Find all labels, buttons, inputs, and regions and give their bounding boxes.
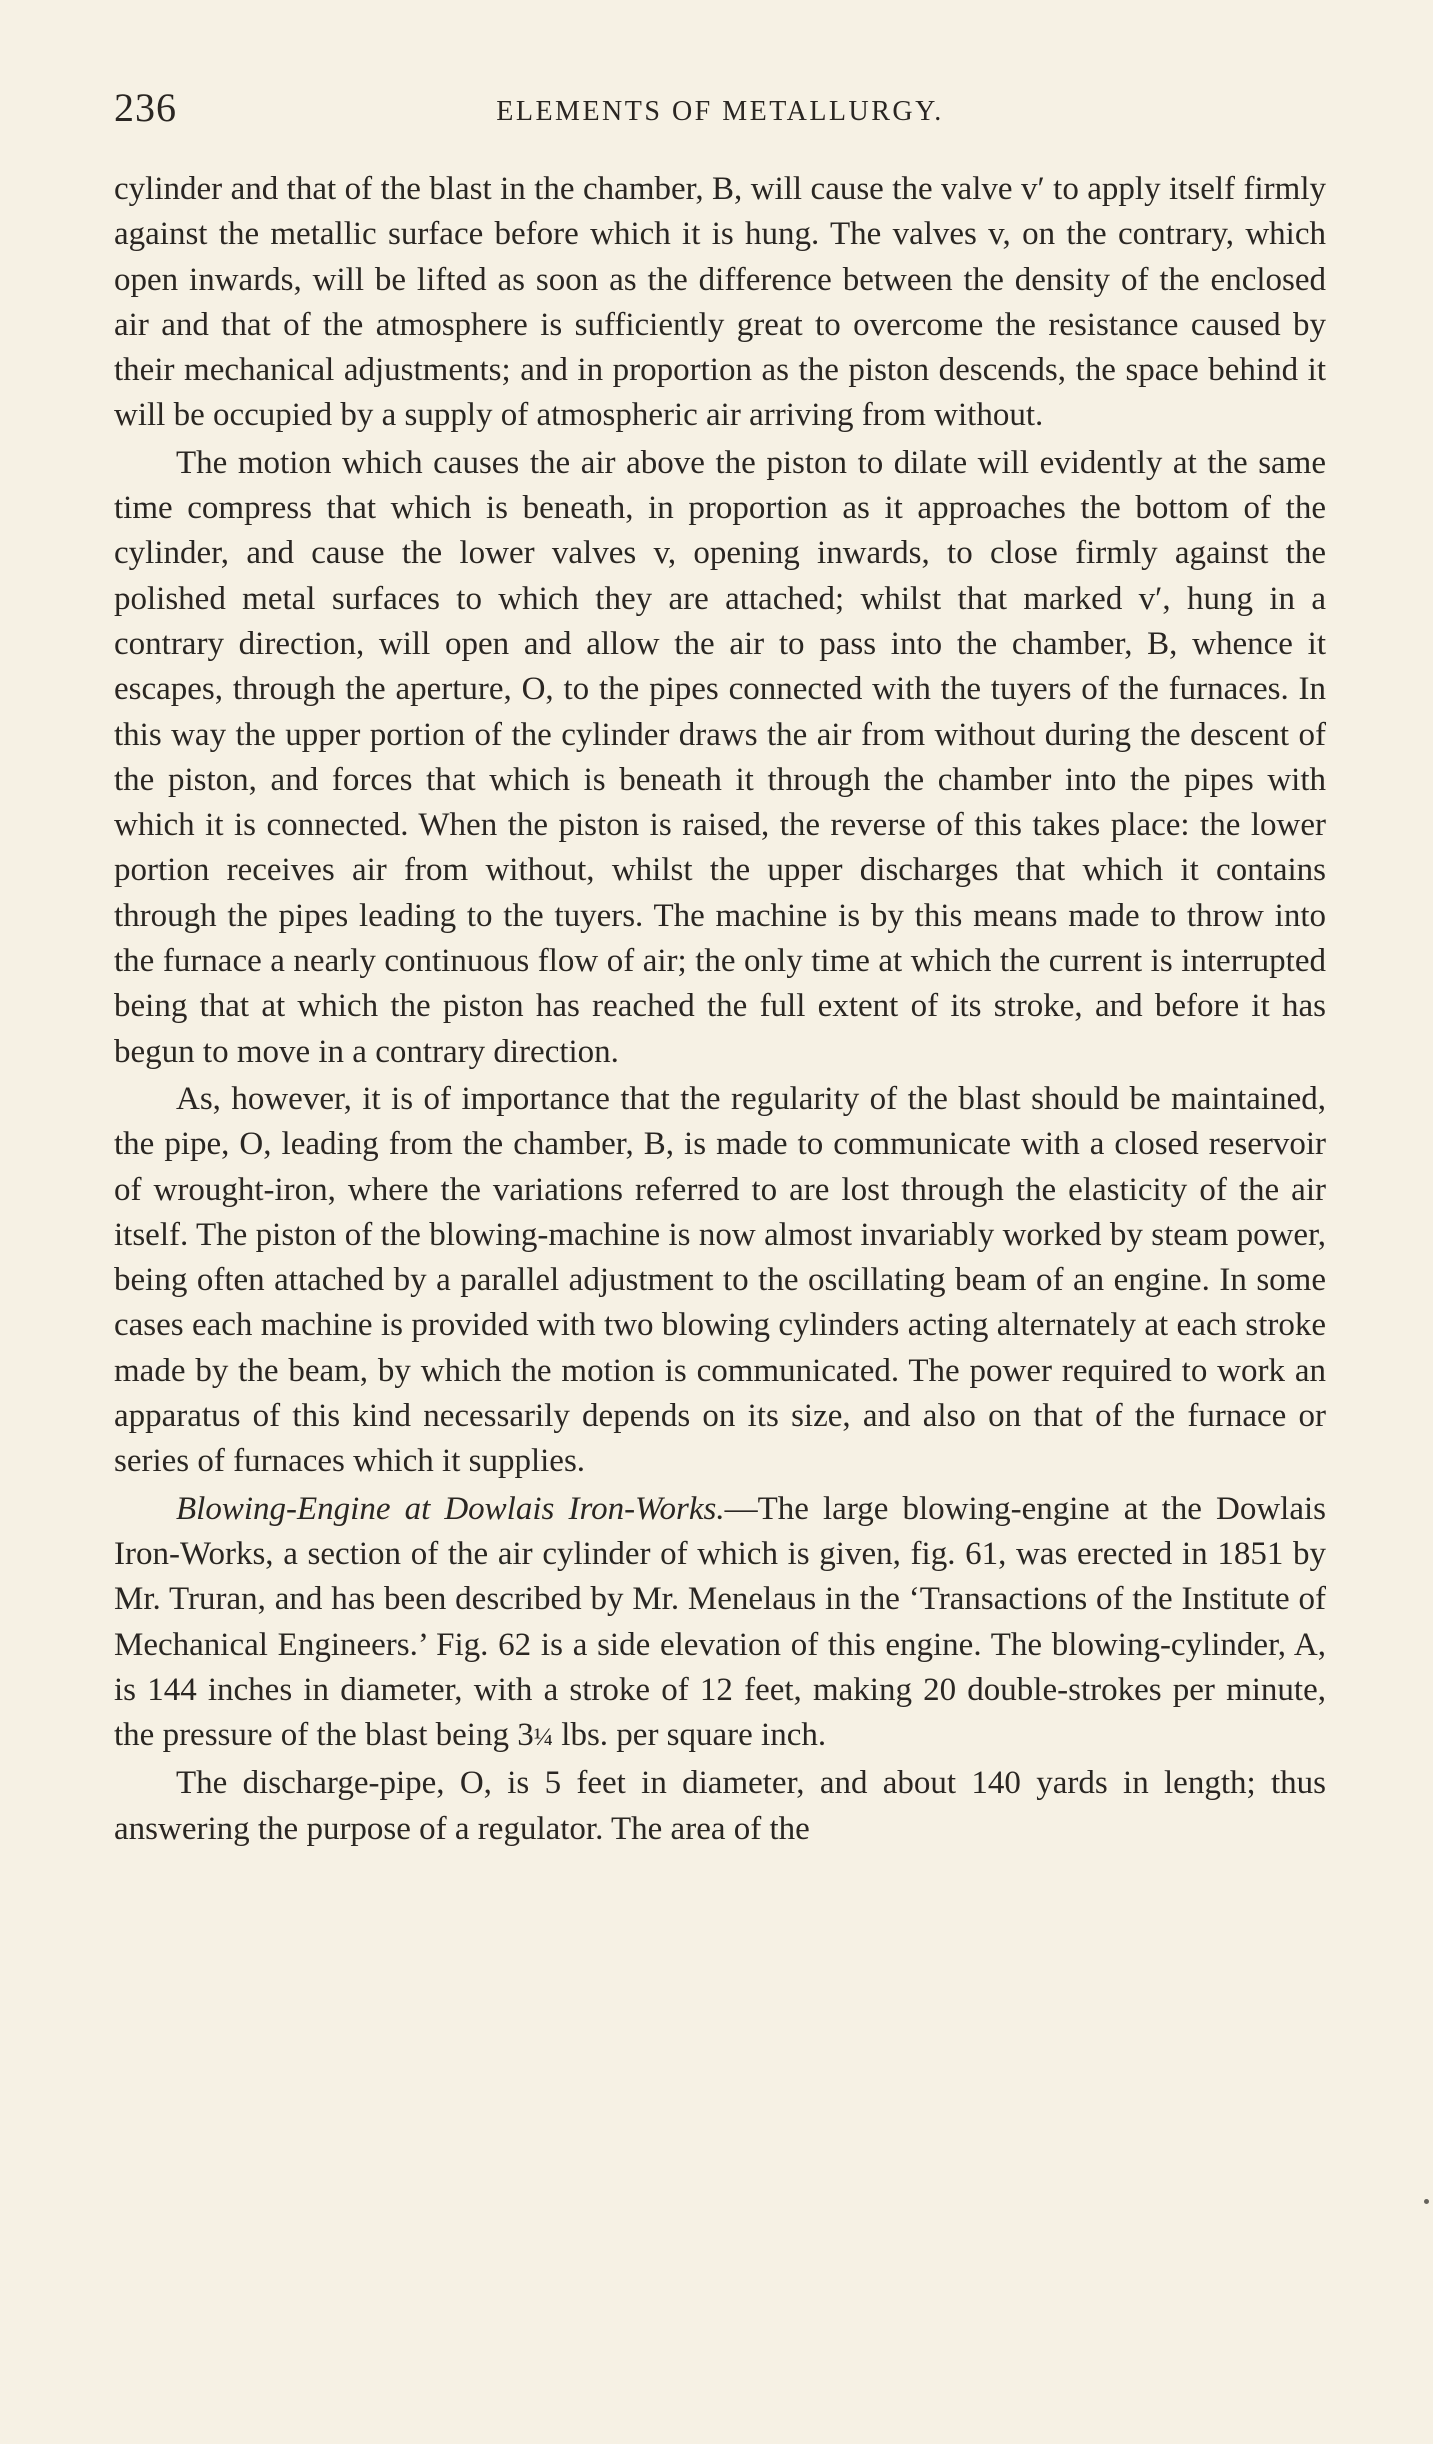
paragraph-text-after: lbs. per square inch.	[553, 1717, 827, 1754]
page-number: 236	[114, 85, 177, 130]
running-title: ELEMENTS OF METALLURGY.	[496, 96, 944, 127]
paragraph-blast-regularity: As, however, it is of importance that the regularity of the blast should be maintained, the pipe, O, leading from the chamber, B, is made to communicate with a closed reservoir of wrought-iron, where the variations referred to are lost through the elasticity of the air itself. The piston of the blowing-machine is now almost invariably worked by steam power, being often attached by a parallel adjustment to the oscillating beam of an engine. In some cases each machine is provided with two blowing cylinders acting alternately at each stroke made by the beam, by which the motion is communicated. The power required to work an apparatus of this kind necessarily depends on its size, and also on that of the furnace or series of furnaces which it supplies.	[114, 1080, 1326, 1480]
paragraph-text-before: —The large blowing-engine at the Dowlais Iron-Works, a section of the air cylinder of which is given, fig. 61, was erected in 1851 by Mr. Truran, and has been described by Mr. Menelaus in the ‘Transactions of the Institute of Mechanical Engineers.’ Fig. 62 is a side elevation of this engine. The blowing-cylinder, A, is 144 inches in diameter, with a stroke of 12 feet, making 20 double-strokes per minute, the pressure of the blast being 3	[114, 1490, 1327, 1754]
page-header	[114, 84, 1326, 144]
section-title: Blowing-Engine at Dowlais Iron-Works.	[176, 1490, 725, 1527]
body-text	[114, 167, 1326, 1852]
paragraph-dowlais-engine	[114, 1487, 1326, 1760]
fraction: ¼	[533, 1722, 554, 1752]
paragraph-discharge-pipe: The discharge-pipe, O, is 5 feet in diameter, and about 140 yards in length; thus answering the purpose of a regulator. The area of the	[114, 1765, 1326, 1847]
print-speck	[1424, 2199, 1429, 2204]
paragraph-continued: cylinder and that of the blast in the chamber, B, will cause the valve v′ to apply itself firmly against the metallic surface before which it is hung. The valves v, on the contrary, which open inwards, will be lifted as soon as the difference between the density of the enclosed air and that of the atmosphere is sufficiently great to overcome the resistance caused by their mechanical adjustments; and in proportion as the piston descends, the space behind it will be occupied by a supply of atmospheric air arriving from without.	[114, 171, 1326, 434]
paragraph-piston-motion: The motion which causes the air above the piston to dilate will evidently at the same time compress that which is beneath, in proportion as it approaches the bottom of the cylinder, and cause the lower valves v, opening inwards, to close firmly against the polished metal surfaces to which they are attached; whilst that marked v′, hung in a contrary direction, will open and allow the air to pass into the chamber, B, whence it escapes, through the aperture, O, to the pipes connected with the tuyers of the furnaces. In this way the upper portion of the cylinder draws the air from without during the descent of the piston, and forces that which is beneath it through the chamber into the pipes with which it is connected. When the piston is raised, the reverse of this takes place: the lower portion receives air from without, whilst the upper discharges that which it contains through the pipes leading to the tuyers. The machine is by this means made to throw into the furnace a nearly continuous flow of air; the only time at which the current is interrupted being that at which the piston has reached the full extent of its stroke, and before it has begun to move in a contrary direction.	[114, 444, 1326, 1070]
